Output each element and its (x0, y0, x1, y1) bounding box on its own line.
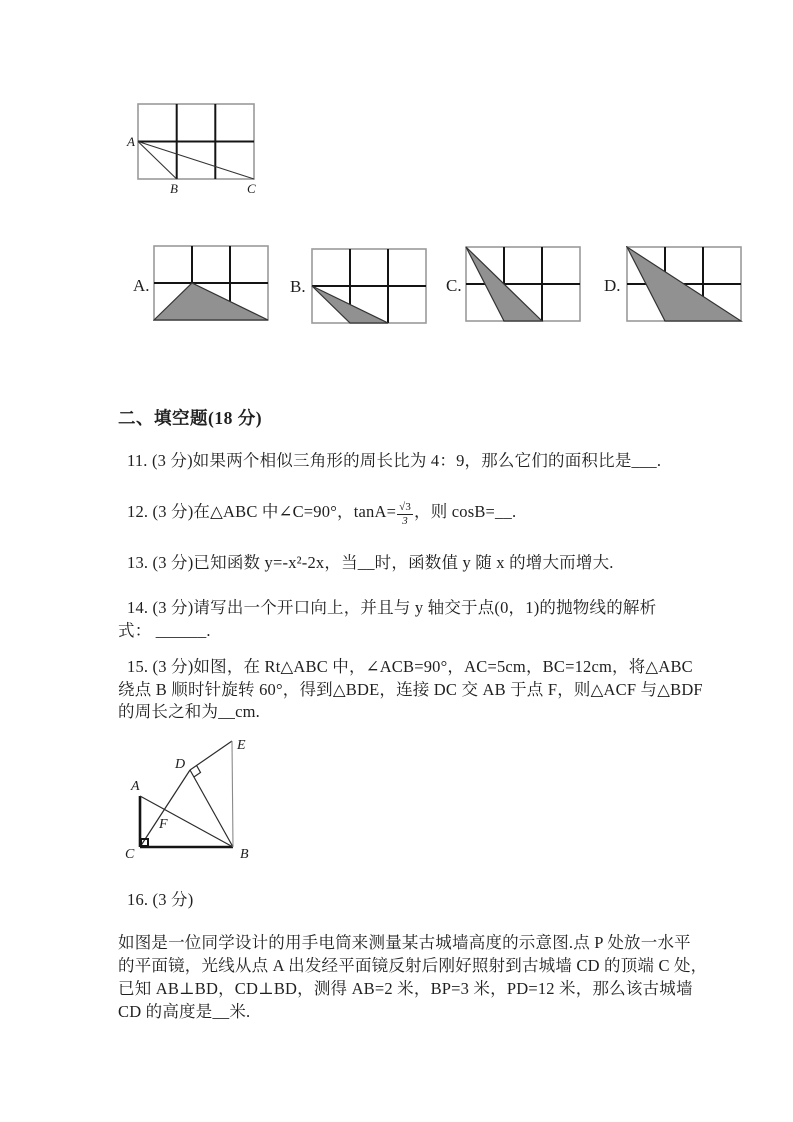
vertex-label-C: C (125, 847, 135, 862)
question-13: 13. (3 分)已知函数 y=-x²-2x，当__时，函数值 y 随 x 的增大而增大. (127, 553, 614, 572)
question-16-line1: 如图是一位同学设计的用手电筒来测量某古城墙高度的示意图.点 P 处放一水平 (118, 933, 691, 952)
fraction (397, 502, 413, 527)
option-c-label: C. (446, 276, 462, 295)
question-16-line3: 已知 AB⊥BD，CD⊥BD，测得 AB=2 米，BP=3 米，PD=12 米，那么该古城墙 (118, 979, 693, 998)
question-15-line3: 的周长之和为__cm. (118, 702, 260, 721)
question-16-line2: 的平面镜，光线从点 A 出发经平面镜反射后刚好照射到古城墙 CD 的顶端 C 处， (118, 956, 708, 975)
fraction-denominator: 3 (397, 514, 413, 527)
vertex-label-B: B (170, 181, 178, 196)
segment-CD (140, 770, 190, 847)
vertex-label-F: F (159, 817, 168, 832)
question-15-line1: 15. (3 分)如图，在 Rt△ABC 中，∠ACB=90°，AC=5cm，BC=12cm，将△ABC (127, 657, 693, 676)
vertex-label-A: A (127, 134, 135, 149)
question-15-line2: 绕点 B 顺时针旋转 60°，得到△BDE，连接 DC 交 AB 于点 F，则△ACF 与△BDF (118, 680, 703, 699)
question-12-pre: 12. (3 分)在△ABC 中∠C=90°，tanA= (127, 502, 397, 521)
question-15-figure (115, 728, 265, 878)
vertex-label-E: E (237, 738, 246, 753)
vertex-label-B: B (240, 847, 249, 862)
fraction-numerator: √3 (399, 501, 412, 513)
question-11: 11. (3 分)如果两个相似三角形的周长比为 4：9，那么它们的面积比是___. (127, 451, 662, 470)
vertex-label-D: D (175, 757, 186, 772)
segment-AC (138, 142, 254, 180)
shaded-triangle (154, 283, 268, 320)
question-16-line4: CD 的高度是__米. (118, 1002, 251, 1021)
option-a-label: A. (133, 276, 150, 295)
question-14-line1: 14. (3 分)请写出一个开口向上，并且与 y 轴交于点(0，1)的抛物线的解析 (127, 598, 657, 617)
segment-EB (232, 741, 233, 847)
segment-AB (138, 142, 177, 180)
section-title: 二、填空题(18 分) (118, 408, 263, 428)
vertex-label-A: A (131, 779, 140, 794)
option-c-figure (465, 246, 582, 324)
option-d-figure (626, 246, 743, 324)
option-b-figure (311, 248, 428, 326)
question-12 (118, 501, 516, 527)
question-stem-figure (126, 97, 266, 199)
question-14-line2: 式： ______. (118, 621, 211, 640)
question-12-post: ，则 cosB=__. (414, 502, 517, 521)
option-d-label: D. (604, 276, 621, 295)
vertex-label-C: C (247, 181, 256, 196)
segment-DE (190, 741, 232, 770)
question-16-number: 16. (3 分) (127, 890, 194, 909)
option-a-figure (153, 245, 270, 323)
option-b-label: B. (290, 277, 306, 296)
